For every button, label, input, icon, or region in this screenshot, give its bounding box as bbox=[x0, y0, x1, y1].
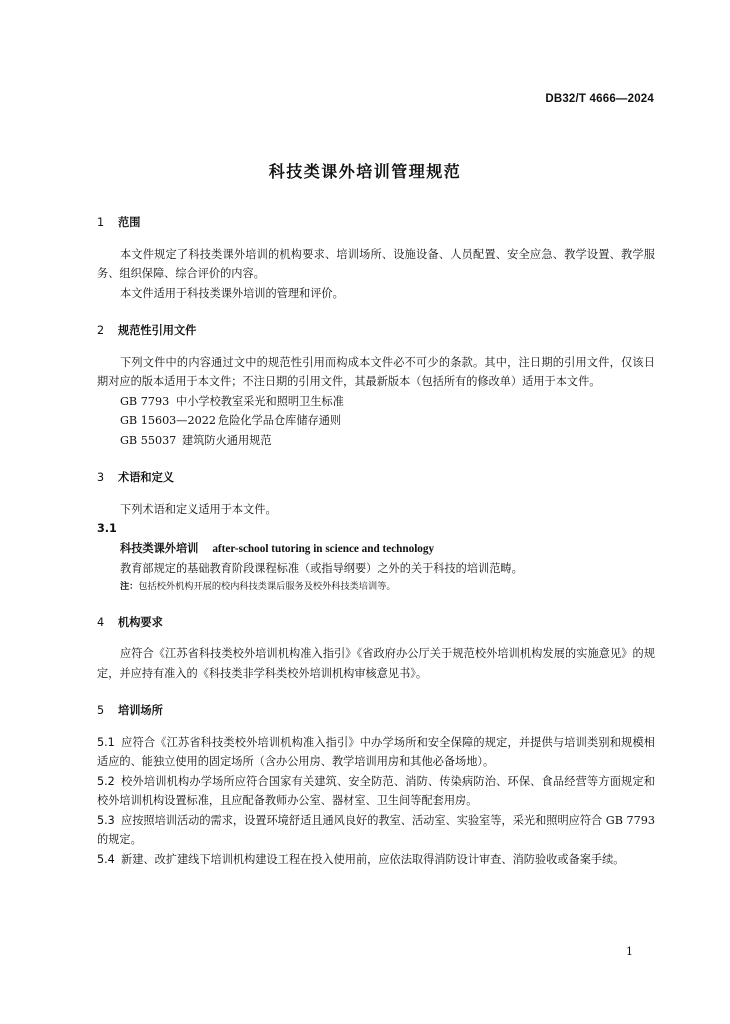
reference-code: GB 15603—2022 bbox=[120, 414, 216, 427]
section-title: 培训场所 bbox=[118, 704, 163, 717]
clause-number: 5.3 bbox=[97, 813, 115, 827]
section-heading-5 bbox=[97, 701, 655, 721]
paragraph: 下列术语和定义适用于本文件。 bbox=[120, 502, 277, 516]
term-english: after-school tutoring in science and technology bbox=[212, 542, 435, 555]
clause-number: 5.4 bbox=[97, 852, 115, 866]
clause-item bbox=[97, 811, 655, 850]
section-heading-3 bbox=[97, 468, 655, 488]
document-code: DB32/T 4666—2024 bbox=[545, 93, 654, 105]
clause-item bbox=[97, 772, 655, 811]
clause-item bbox=[97, 733, 655, 772]
clause-item bbox=[97, 850, 655, 870]
term-number: 3.1 bbox=[97, 522, 117, 535]
reference-code: GB 55037 bbox=[120, 433, 177, 447]
clause-text: 校外培训机构办学场所应符合国家有关建筑、安全防范、消防、传染病防治、环保、食品经营等方面规定和校外培训机构设置标准，且应配备教师办公室、器材室、卫生间等配套用房。 bbox=[97, 774, 655, 807]
section-number: 4 bbox=[97, 615, 105, 629]
reference-title: 中小学校教室采光和照明卫生标准 bbox=[176, 394, 344, 408]
term-definition: 教育部规定的基础教育阶段课程标准（或指导纲要）之外的关于科技的培训范畴。 bbox=[120, 562, 523, 575]
section-title: 规范性引用文件 bbox=[118, 324, 197, 337]
section-title: 范围 bbox=[118, 216, 141, 229]
clause-text: 应按照培训活动的需求，设置环境舒适且通风良好的教室、活动室、实验室等，采光和照明应符合 GB 7793 的规定。 bbox=[97, 813, 655, 846]
reference-item bbox=[97, 411, 655, 431]
section-title: 术语和定义 bbox=[118, 471, 174, 484]
note-label: 注： bbox=[120, 580, 139, 592]
reference-title: 建筑防火通用规范 bbox=[182, 433, 272, 447]
paragraph: 下列文件中的内容通过文中的规范性引用而构成本文件必不可少的条款。其中，注日期的引用文件，仅该日期对应的版本适用于本文件；不注日期的引用文件，其最新版本（包括所有的修改单）适用于本文件。 bbox=[97, 355, 655, 388]
section-number: 1 bbox=[97, 216, 105, 229]
section-number: 3 bbox=[97, 471, 105, 484]
section-number: 5 bbox=[97, 704, 105, 717]
paragraph: 应符合《江苏省科技类校外培训机构准入指引》《省政府办公厅关于规范校外培训机构发展的实施意见》的规定，并应持有准入的《科技类非学科类校外培训机构审核意见书》。 bbox=[97, 647, 655, 680]
page-number: 1 bbox=[626, 945, 633, 958]
term-chinese: 科技类课外培训 bbox=[120, 541, 199, 555]
term-entry bbox=[97, 539, 655, 560]
clause-number: 5.2 bbox=[97, 774, 115, 788]
section-heading-1 bbox=[97, 213, 655, 233]
clause-text: 应符合《江苏省科技类校外培训机构准入指引》中办学场所和安全保障的规定，并提供与培训类别和规模相适应的、能独立使用的固定场所（含办公用房、教学培训用房和其他必备场地）。 bbox=[97, 735, 655, 768]
reference-title: 危险化学品仓库储存通则 bbox=[218, 414, 342, 427]
reference-item bbox=[97, 392, 655, 412]
note-text: 包括校外机构开展的校内科技类课后服务及校外科技类培训等。 bbox=[138, 580, 396, 592]
section-title: 机构要求 bbox=[118, 615, 163, 629]
clause-text: 新建、改扩建线下培训机构建设工程在投入使用前，应依法取得消防设计审查、消防验收或备案手续。 bbox=[121, 852, 625, 866]
reference-code: GB 7793 bbox=[120, 394, 170, 408]
page-title: 科技类课外培训管理规范 bbox=[268, 162, 462, 181]
paragraph: 本文件规定了科技类课外培训的机构要求、培训场所、设施设备、人员配置、安全应急、教学设置、教学服务、组织保障、综合评价的内容。 bbox=[97, 247, 655, 280]
clause-number: 5.1 bbox=[97, 735, 115, 749]
section-heading-2 bbox=[97, 321, 655, 341]
section-heading-4 bbox=[97, 613, 655, 633]
document-body bbox=[97, 213, 655, 869]
reference-item bbox=[97, 431, 655, 451]
paragraph: 本文件适用于科技类课外培训的管理和评价。 bbox=[120, 286, 344, 300]
term-note bbox=[97, 579, 655, 595]
section-number: 2 bbox=[97, 324, 105, 337]
